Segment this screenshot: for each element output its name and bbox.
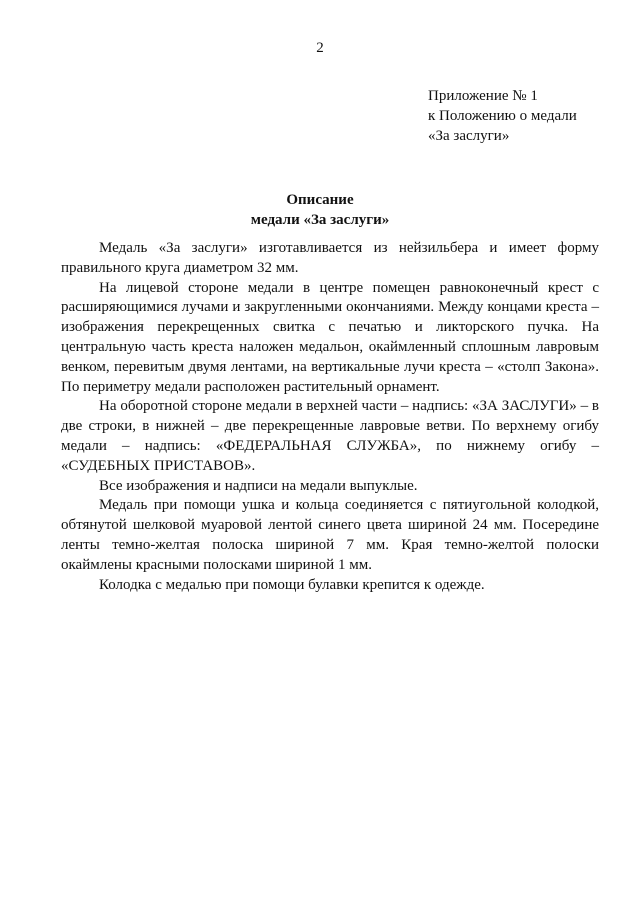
- appendix-reference: [428, 86, 628, 146]
- paragraph: Колодка с медалью при помощи булавки крепится к одежде.: [99, 576, 485, 593]
- page-number: 2: [316, 40, 324, 56]
- paragraph: На оборотной стороне медали в верхней части – надпись: «ЗА ЗАСЛУГИ» – в две строки, в нижней – две перекрещенные лавровые ветви. По верхнему огибу медали – надпись: «ФЕДЕРАЛЬНАЯ СЛУЖБА», по нижнему огибу – «СУДЕБНЫХ ПРИСТАВОВ».: [61, 398, 599, 474]
- heading-line-2: медали «За заслуги»: [250, 212, 390, 228]
- document-body: [61, 239, 599, 595]
- appendix-line-3: «За заслуги»: [428, 128, 510, 144]
- paragraph: На лицевой стороне медали в центре помещен равноконечный крест с расширяющимися лучами и закругленными окончаниями. Между концами креста – изображения перекрещенных свитка с печатью и ликторского пучка. На центральную часть креста наложен медальон, окаймленный сплошным лавровым венком, перевитым двумя лентами, на вертикальные лучи креста – «столп Закона». По периметру медали расположен растительный орнамент.: [61, 279, 599, 395]
- paragraph: Все изображения и надписи на медали выпуклые.: [99, 477, 418, 494]
- paragraph: Медаль при помощи ушка и кольца соединяется с пятиугольной колодкой, обтянутой шелковой муаровой лентой синего цвета шириной 24 мм. Посередине ленты темно-желтая полоска шириной 7 мм. Края темно-желтой полоски окаймлены красными полосками шириной 1 мм.: [61, 497, 599, 573]
- paragraph: Медаль «За заслуги» изготавливается из нейзильбера и имеет форму правильного круга диаметром 32 мм.: [61, 240, 599, 276]
- document-heading: [0, 190, 640, 230]
- heading-line-1: Описание: [286, 192, 354, 208]
- appendix-line-1: Приложение № 1: [428, 88, 538, 104]
- appendix-line-2: к Положению о медали: [428, 108, 577, 124]
